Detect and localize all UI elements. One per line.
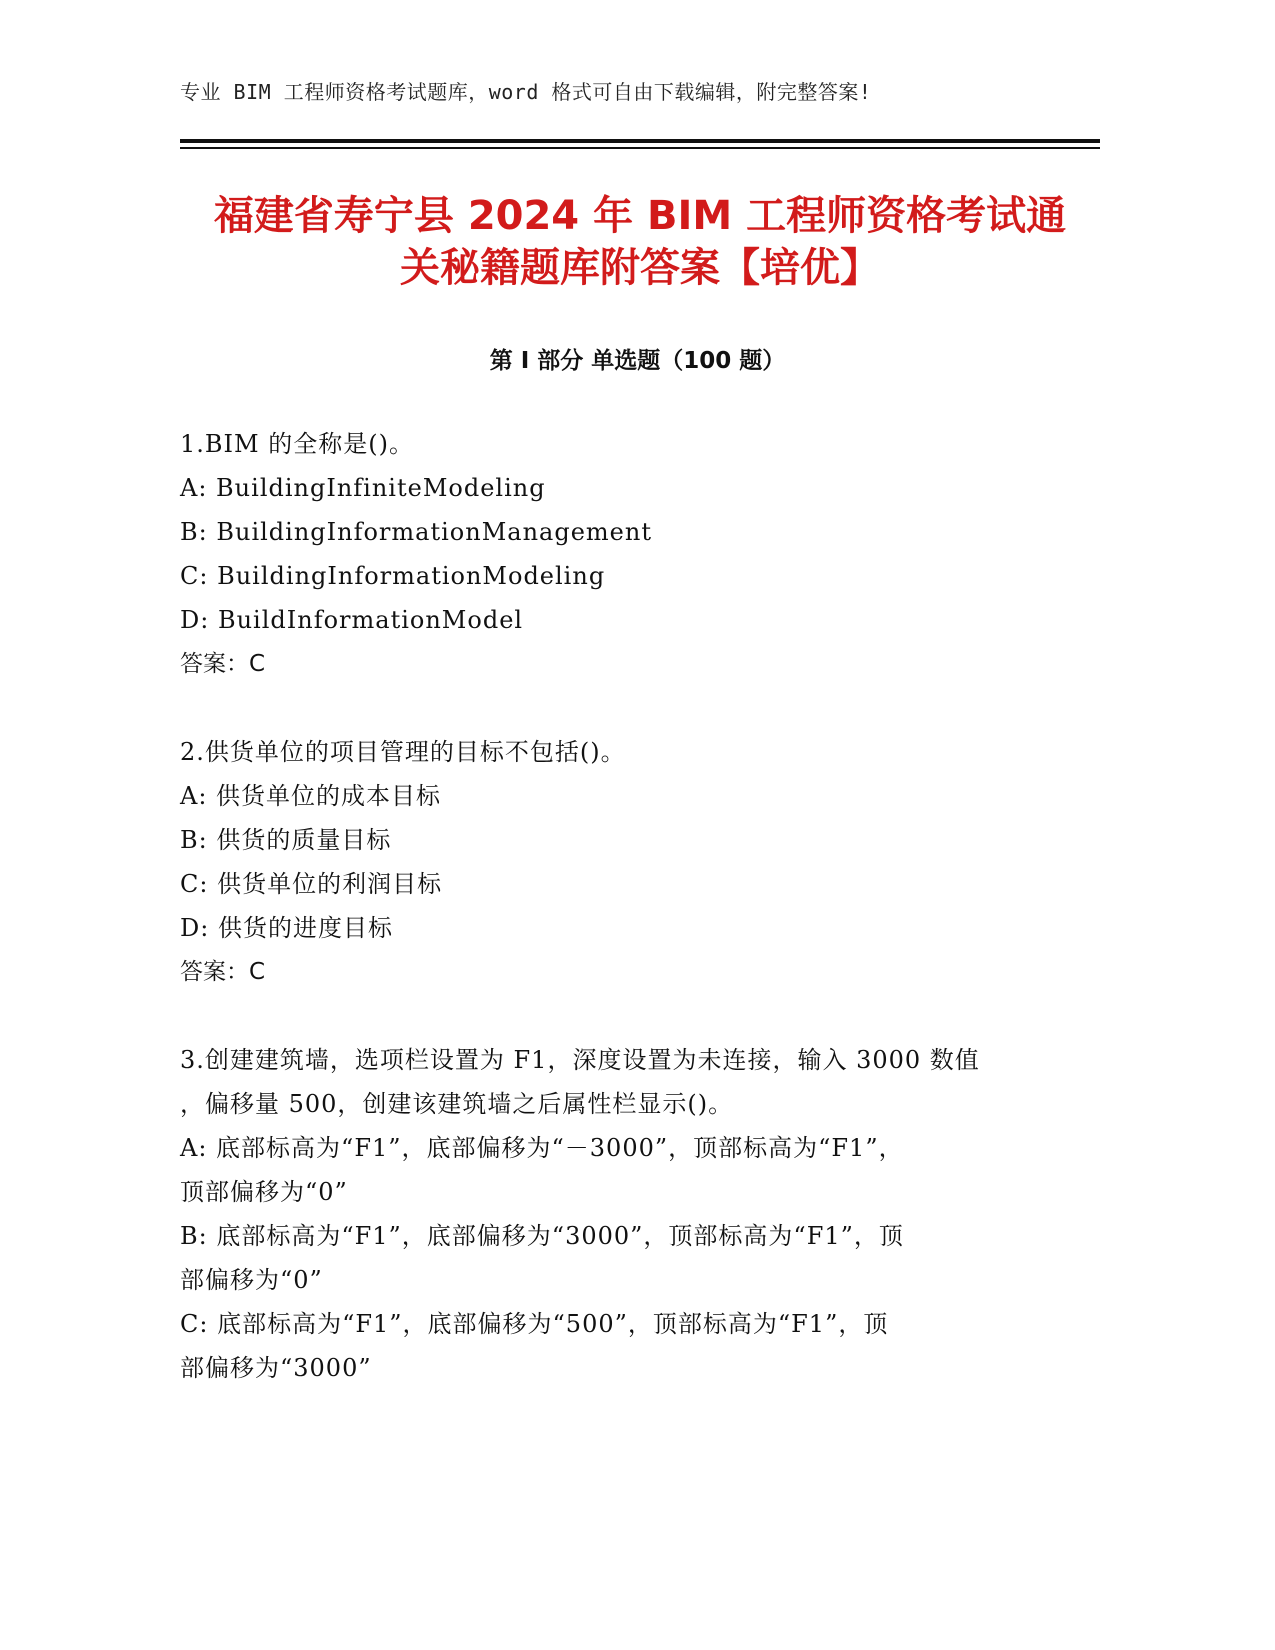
option-b-line-2: 部偏移为“0”	[180, 1266, 323, 1294]
option-b: B: 供货的质量目标	[180, 826, 392, 854]
option-a-line-1: A: 底部标高为“F1”，底部偏移为“－3000”，顶部标高为“F1”，	[180, 1134, 904, 1162]
answer: 答案：C	[180, 959, 266, 985]
title-line-1: 福建省寿宁县 2024 年 BIM 工程师资格考试通	[213, 193, 1067, 239]
question-2	[180, 730, 1060, 994]
section-title: 第 I 部分 单选题（100 题）	[489, 348, 786, 374]
header-rule-thin	[180, 147, 1100, 149]
question-stem-line-1: 3.创建建筑墙，选项栏设置为 F1，深度设置为未连接，输入 3000 数值	[180, 1046, 980, 1074]
question-3	[180, 1038, 1060, 1390]
header-note: 专业 BIM 工程师资格考试题库，word 格式可自由下载编辑，附完整答案!	[180, 80, 872, 104]
option-a: A: BuildingInfiniteModeling	[180, 474, 546, 502]
title-line-2: 关秘籍题库附答案【培优】	[400, 245, 880, 291]
option-b: B: BuildingInformationManagement	[180, 518, 652, 546]
option-a-line-2: 顶部偏移为“0”	[180, 1178, 348, 1206]
question-stem: 2.供货单位的项目管理的目标不包括()。	[180, 738, 626, 766]
option-c-line-2: 部偏移为“3000”	[180, 1354, 372, 1382]
answer: 答案：C	[180, 651, 266, 677]
question-list	[180, 422, 1060, 1434]
option-d: D: 供货的进度目标	[180, 914, 393, 942]
question-1	[180, 422, 1060, 686]
question-stem: 1.BIM 的全称是()。	[180, 430, 414, 458]
option-c: C: BuildingInformationModeling	[180, 562, 606, 590]
option-a: A: 供货单位的成本目标	[180, 782, 442, 810]
header-rule-thick	[180, 139, 1100, 143]
document-title	[160, 190, 1120, 294]
question-stem-line-2: ，偏移量 500，创建该建筑墙之后属性栏显示()。	[180, 1090, 734, 1118]
option-c: C: 供货单位的利润目标	[180, 870, 443, 898]
option-b-line-1: B: 底部标高为“F1”，底部偏移为“3000”，顶部标高为“F1”，顶	[180, 1222, 904, 1250]
option-d: D: BuildInformationModel	[180, 606, 524, 634]
option-c-line-1: C: 底部标高为“F1”，底部偏移为“500”，顶部标高为“F1”，顶	[180, 1310, 889, 1338]
